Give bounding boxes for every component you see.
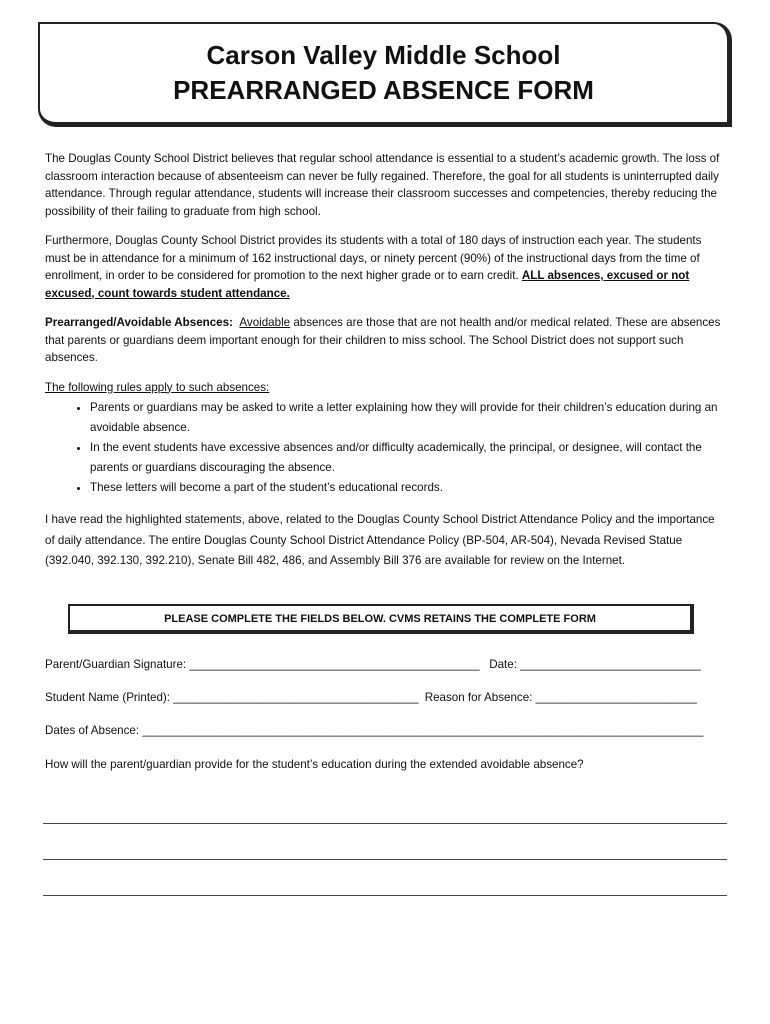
attendance-emphasis: ALL absences, excused or not excused, count towards student attendance. xyxy=(45,269,690,300)
rules-list xyxy=(45,398,725,498)
dates-row xyxy=(45,724,703,737)
reason-label: Reason for Absence: xyxy=(424,691,533,704)
dates-of-absence-label: Dates of Absence: xyxy=(45,724,140,737)
reason-field[interactable]: _________________________ xyxy=(535,691,697,704)
intro-paragraph-2-text: Furthermore, Douglas County School District provides its students with a total of 180 days of instruction each year. The students must be in attendance for a minimum of 162 instructional days, or ninety percent (90%) of the instructional days from the time of enrollment, in order to be considered for promotion to the next higher grade or to earn credit. xyxy=(45,234,702,282)
student-row xyxy=(45,691,697,704)
intro-paragraph-2 xyxy=(45,232,725,302)
acknowledgement-paragraph: I have read the highlighted statements, above, related to the Douglas County School District Attendance Policy and the importance of daily attendance. The entire Douglas County School District Attendance Policy (BP-504, AR-504), Nevada Revised Statue (392.040, 392.130, 392.210), Senate Bill 482, 486, and Assembly Bill 376 are available for review on the Internet. xyxy=(45,513,715,567)
rule-item: • These letters will become a part of the student’s educational records. xyxy=(90,478,725,498)
title-box xyxy=(38,22,732,127)
answer-line[interactable] xyxy=(43,859,727,860)
signature-label: Parent/Guardian Signature: xyxy=(45,658,187,671)
date-field[interactable]: ____________________________ xyxy=(520,658,701,671)
signature-row xyxy=(45,658,701,671)
prearranged-text: absences are those that are not health and/or medical related. These are absences that parents or guardians deem important enough for their children to miss school. The School District does not support such absences. xyxy=(45,316,721,364)
rule-item: • In the event students have excessive absences and/or difficulty academically, the principal, or designee, will contact the parents or guardians discouraging the absence. xyxy=(90,438,725,478)
signature-field[interactable]: _____________________________________________ xyxy=(189,658,480,671)
answer-line[interactable] xyxy=(43,823,727,824)
student-name-label: Student Name (Printed): xyxy=(45,691,171,704)
complete-fields-notice: PLEASE COMPLETE THE FIELDS BELOW. CVMS RETAINS THE COMPLETE FORM xyxy=(68,604,694,634)
policy-text xyxy=(45,150,725,584)
prearranged-label: Prearranged/Avoidable Absences: xyxy=(45,316,233,329)
answer-line[interactable] xyxy=(43,895,727,896)
intro-paragraph-1: The Douglas County School District believes that regular school attendance is essential to a student’s academic growth. The loss of classroom interaction because of absenteeism can never be fully regained. Therefore, the goal for all students is uninterrupted daily attendance. Through regular attendance, students will increase their classroom successes and competencies, thereby reducing the possibility of their failing to graduate from high school. xyxy=(45,152,720,218)
student-name-field[interactable]: ______________________________________ xyxy=(173,691,419,704)
form-title: PREARRANGED ABSENCE FORM xyxy=(173,75,594,105)
school-name: Carson Valley Middle School xyxy=(206,40,561,70)
prearranged-paragraph xyxy=(45,314,725,367)
avoidable-word: Avoidable xyxy=(239,316,291,329)
rule-item: • Parents or guardians may be asked to write a letter explaining how they will provide for their children’s education during an avoidable absence. xyxy=(90,398,725,438)
rules-heading: The following rules apply to such absences: xyxy=(45,380,270,394)
date-label: Date: xyxy=(489,658,517,671)
education-question: How will the parent/guardian provide for the student’s education during the extended avoidable absence? xyxy=(45,758,584,771)
dates-of-absence-field[interactable]: _______________________________________________________________________________________ xyxy=(142,724,704,737)
